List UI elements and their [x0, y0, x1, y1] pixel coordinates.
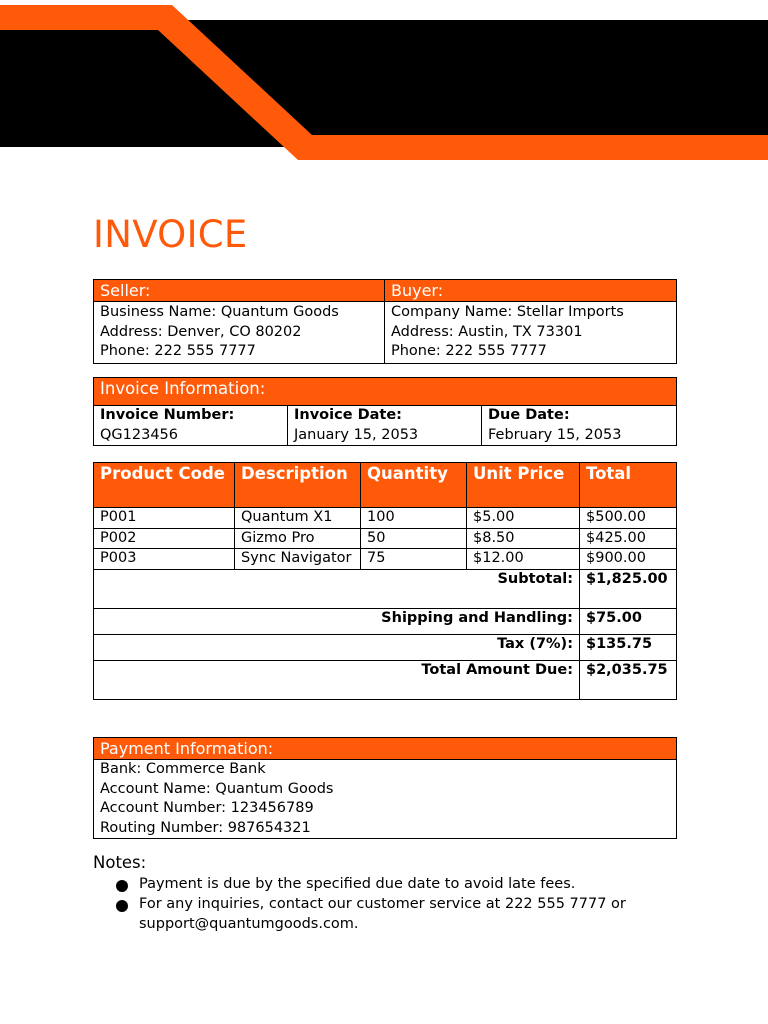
shipping-label: Shipping and Handling: — [94, 608, 580, 634]
list-item — [115, 875, 675, 895]
header-black-band — [0, 20, 768, 147]
shipping-row — [94, 608, 677, 634]
payment-routing-number: Routing Number: 987654321 — [100, 819, 311, 836]
payment-info-table — [93, 737, 677, 839]
buyer-phone: Phone: 222 555 7777 — [391, 343, 547, 359]
table-row — [94, 528, 677, 549]
product-code: P003 — [94, 549, 235, 570]
invoice-title: INVOICE — [93, 213, 248, 256]
parties-table — [93, 279, 677, 364]
notes-title: Notes: — [93, 853, 147, 872]
bullet-icon — [116, 900, 128, 912]
col-header-quantity: Quantity — [361, 463, 467, 508]
invoice-number-cell — [94, 406, 288, 446]
total-due-value: $2,035.75 — [580, 660, 677, 699]
tax-label: Tax (7%): — [94, 634, 580, 660]
product-unit-price: $12.00 — [467, 549, 580, 570]
shipping-value: $75.00 — [580, 608, 677, 634]
product-unit-price: $5.00 — [467, 508, 580, 529]
header-banner — [0, 0, 768, 165]
product-quantity: 75 — [361, 549, 467, 570]
invoice-number-value: QG123456 — [100, 426, 179, 443]
invoice-date-cell — [288, 406, 482, 446]
tax-row — [94, 634, 677, 660]
product-total: $900.00 — [580, 549, 677, 570]
seller-details — [94, 302, 385, 364]
product-code: P001 — [94, 508, 235, 529]
invoice-date-value: January 15, 2053 — [294, 426, 419, 443]
total-due-label: Total Amount Due: — [94, 660, 580, 699]
buyer-details — [385, 302, 677, 364]
line-items-table — [93, 462, 677, 700]
payment-bank: Bank: Commerce Bank — [100, 761, 266, 777]
list-item — [115, 895, 675, 935]
invoice-info-header: Invoice Information: — [94, 378, 677, 406]
invoice-info-table — [93, 377, 677, 446]
seller-address: Address: Denver, CO 80202 — [100, 323, 302, 340]
buyer-header: Buyer: — [385, 280, 677, 302]
items-header-row — [94, 463, 677, 508]
product-description: Quantum X1 — [235, 508, 361, 529]
subtotal-row — [94, 569, 677, 608]
payment-details — [94, 760, 677, 839]
product-description: Sync Navigator — [235, 549, 361, 570]
table-row — [94, 508, 677, 529]
notes-list — [115, 875, 675, 934]
payment-account-number: Account Number: 123456789 — [100, 800, 314, 816]
buyer-company-name: Company Name: Stellar Imports — [391, 304, 624, 320]
product-unit-price: $8.50 — [467, 528, 580, 549]
table-row — [94, 549, 677, 570]
payment-info-header: Payment Information: — [94, 738, 677, 760]
tax-value: $135.75 — [580, 634, 677, 660]
invoice-number-label: Invoice Number: — [100, 407, 235, 423]
total-due-row — [94, 660, 677, 699]
col-header-unit-price: Unit Price — [467, 463, 580, 508]
seller-business-name: Business Name: Quantum Goods — [100, 304, 339, 320]
product-quantity: 100 — [361, 508, 467, 529]
due-date-cell — [482, 406, 677, 446]
due-date-value: February 15, 2053 — [488, 426, 622, 443]
invoice-date-label: Invoice Date: — [294, 407, 402, 423]
seller-phone: Phone: 222 555 7777 — [100, 343, 256, 359]
subtotal-label: Subtotal: — [94, 569, 580, 608]
col-header-product-code: Product Code — [94, 463, 235, 508]
seller-header: Seller: — [94, 280, 385, 302]
subtotal-value: $1,825.00 — [580, 569, 677, 608]
product-description: Gizmo Pro — [235, 528, 361, 549]
product-code: P002 — [94, 528, 235, 549]
col-header-total: Total — [580, 463, 677, 508]
product-total: $500.00 — [580, 508, 677, 529]
buyer-address: Address: Austin, TX 73301 — [391, 323, 583, 340]
col-header-description: Description — [235, 463, 361, 508]
payment-account-name: Account Name: Quantum Goods — [100, 780, 334, 797]
note-text: Payment is due by the specified due date to avoid late fees. — [139, 876, 576, 892]
note-text: For any inquiries, contact our customer service at 222 555 7777 or support@quantumgoods.com. — [139, 895, 626, 932]
bullet-icon — [116, 880, 128, 892]
product-total: $425.00 — [580, 528, 677, 549]
product-quantity: 50 — [361, 528, 467, 549]
due-date-label: Due Date: — [488, 407, 570, 423]
